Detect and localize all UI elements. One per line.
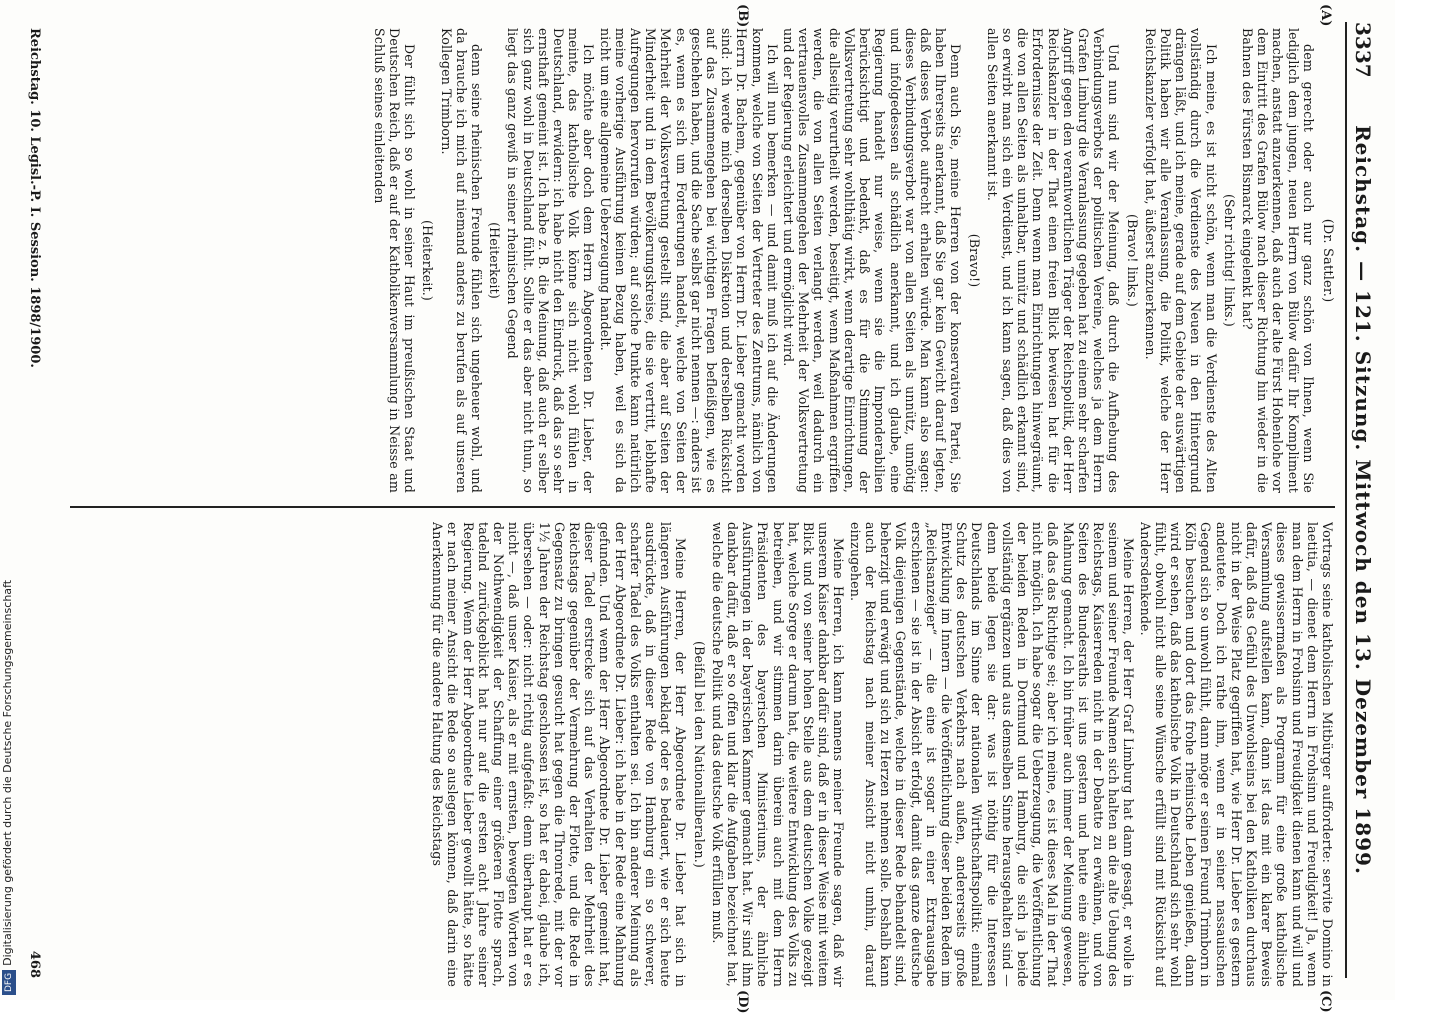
footer-volume: Reichstag. 10. Legisl.-P. I. Session. 1898/1900. <box>27 28 42 368</box>
page-header <box>1345 22 1377 978</box>
interjection: (Sehr richtig! links.) <box>1221 193 1237 328</box>
paragraph: Vortrags seine katholischen Mitbürger aufforderte: servite Domino in laetitia, — dienet dem Herrn in Frohsinn und Freudigkeit! Ja, wenn man dem Herrn in Frohsinn und Freudigkeit dienen kann und will und dieses gewissermaßen als Programm für eine große katholische Versammlung aufstellen kann, dann ist das mit ein klarer Beweis dafür, daß das Gefühl des Unwohlseins bei den Katholiken durchaus nicht in der Weise Platz gegriffen hat, wie Herr Dr. Lieber es gestern andeutete. Doch ich rathe ihm, wenn er in seiner nassauischen Gegend sich so unwohl fühlt, dann möge er seinen Freund Trimborn in Köln besuchen und dort das frohe rheinische Leben genießen, dann wird er sehen, daß das katholische Volk in Deutschland sich sehr wohl fühlt, obwohl nicht alle seine Wünsche erfüllt sind mit Rücksicht auf Andersdenkende. <box>1137 522 1335 987</box>
paragraph: dem gerecht oder auch nur ganz schön von Ihnen, wenn Sie lediglich dem jungen, neuen Herrn von Bülow dafür Ihr Kompliment machen, anstatt anzuerkennen, daß auch der alte Fürst Hohenlohe vor dem Eintritt des Grafen Bülow nach dieser Richtung hin wieder in die Bahnen des Fürsten Bismarck eingelenkt hat? <box>1239 28 1316 493</box>
digitization-credit <box>0 579 16 995</box>
paragraph: Ich meine, es ist nicht schön, wenn man die Verdienste des Alten vollständig durch die Verdienste des Neuen in den Hintergrund drängen läßt, und ich meine, gerade auf dem Gebiete der auswärtigen Politik haben wir alle Veranlassung, die Politik, welche der Herr Reichskanzler verfolgt hat, äußerst anzuerkennen. <box>1142 28 1219 493</box>
left-column <box>70 28 1335 493</box>
speaker-tag: (Dr. Sattler.) <box>1320 218 1335 303</box>
paragraph: Meine Herren, der Herr Abgeordnete Dr. Lieber hat sich in längeren Ausführungen beklagt oder es bedauert, wie er sich heute ausdrückte, daß in dieser Rede von Hamburg ein so schwerer, scharfer Tadel des Volks enthalten sei. Ich bin anderer Meinung als der Herr Abgeordnete Dr. Lieber: ich habe in der Rede eine Mahnung gefunden. Und wenn der Herr Abgeordnete Dr. Lieber gemeint hat, dieser Tadel erstrecke sich auf das Verhalten der Mehrheit des Reichstags gegenüber der Vermehrung der Flotte, und die Rede in Gegensatz zu bringen gesucht hat gegen die Thronrede, mit der vor 1½ Jahren der Reichstag geschlossen ist, so hat er dabei, glaube ich, übersehen — oder: nicht richtig aufgefaßt: denn überhaupt hat er es nicht —, daß unser Kaiser, als er mit ernsten, bewegten Worten von der Nothwendigkeit der Schaffung einer größeren Flotte sprach, tadelnd zurückgeblickt hat nur auf die ersten acht Jahre seiner Regierung. Wenn der Herr Abgeordnete Lieber gewollt hätte, so hätte er nach meiner Ansicht die Rede so auslegen können, daß darin eine Anerkennung für die andere Haltung des Reichstags <box>430 522 689 987</box>
paragraph: Denn auch Sie, meine Herren von der konservativen Partei, Sie haben Ihrerseits anerkannt, daß Sie gar kein Gewicht darauf legten, daß dieses Verbot aufrecht erhalten würde. Man kann also sagen: dieses Verbindungsverbot war von allen Seiten als unnütz, unnötig und infolgedessen als schädlich anerkannt, und ich glaube, eine Regierung handelt nur weise, wenn sie die Imponderabilien berücksichtigt und bedenkt, daß es für die Stimmung der Volksvertretung sehr wohlthätig wirkt, wenn derartige Einrichtungen, die allseitig verurtheilt werden, beseitigt, wenn Maßnahmen ergriffen werden, die von allen Seiten verlangt werden, weil dadurch ein vertrauensvolles Zusammengehen der Mehrheit der Volksvertretung und der Regierung erleichtert und ermöglicht wird. <box>781 28 964 493</box>
right-column <box>70 522 1335 987</box>
credit-text: Digitalisierung gefördert durch die Deutsche Forschungsgemeinschaft <box>1 579 14 966</box>
column-divider <box>70 506 1335 508</box>
interjection: (Heiterkeit) <box>487 222 503 299</box>
margin-mark-d: (D) <box>735 990 750 1014</box>
margin-mark-a: (A) <box>1318 4 1333 27</box>
paragraph: denn seine rheinischen Freunde fühlen sich ungeheuer wohl, und da brauche ich mich auf niemand anders zu berufen als auf unseren Kollegen Trimborn. <box>438 28 485 493</box>
session-title: Reichstag. — 121. Sitzung. Mittwoch den 13. Dezember 1899. <box>1351 125 1375 875</box>
page-footer <box>20 28 42 978</box>
interjection: (Beifall bei den Nationalliberalen.) <box>691 641 707 868</box>
paragraph: Meine Herren, ich kann namens meiner Freunde sagen, daß wir unserem Kaiser dankbar dafür sind, daß er in dieser Weise mit weitem Blick und von seiner hohen Stelle aus dem deutschen Volke gezeigt hat, welche Sorge er darum hat, die weitere Entwicklung des Volks zu betreiben, und wir stimmen darin überein auch mit dem Herrn Präsidenten des bayerischen Ministeriums, der ähnliche Ausführungen in der bayerischen Kammer gemacht hat. Wir sind ihm dankbar dafür, daß er so offen und klar die Aufgaben bezeichnet hat, welche die deutsche Politik und das deutsche Volk erfüllen muß. <box>709 522 847 987</box>
paragraph: Und nun sind wir der Meinung, daß durch die Aufhebung des Verbindungsverbots der politischen Vereine, welches ja dem Herrn Grafen Limburg die Veranlassung gegeben hat zu einem sehr scharfen Angriff gegen den verantwortlichen Träger der Reichspolitik, der Herr Reichskanzler in der That einen freien Blick bewiesen hat für die Erfordernisse der Zeit. Denn wenn man Einrichtungen hinwegräumt, die von allen Seiten als unhaltbar, unnütz und schädlich erkannt sind, so erwirbt man sich ein Verdienst, und ich kann sagen, daß dies von allen Seiten anerkannt ist. <box>984 28 1122 493</box>
margin-mark-c: (C) <box>1318 990 1333 1013</box>
interjection: (Bravo! links.) <box>1124 214 1140 307</box>
footer-page-number: 468 <box>27 950 42 978</box>
interjection: (Bravo!) <box>966 233 982 288</box>
paragraph: Ich will nun bemerken — und damit muß ich auf die Änderungen kommen, welche von Seiten der Vertreter des Zentrums, nämlich von Herrn Dr. Bachem, gegenüber von Herrn Dr. Lieber gemacht worden sind: ich werde mich derselben Diskretion und derselben Rücksicht auf das Zusammengehen bei wichtigen Fragen befleißigen, wie es geschehen haben, und die Sache selbst gar nicht nennen —: anders ist es, wenn es sich um Forderungen handelt, welche von Seiten der Mehrheit der Volksvertretung gestellt sind, die aber auf Seiten der Minderheit und in dem Bevölkerungskreise, die sie vertritt, lebhafte Aufregungen hervorrufen würden; auf solche Punkte kann natürlich meine vorherige Ausführung keinen Bezug haben, weil es sich da nicht um eine allgemeine Ueberzeugung handelt. <box>597 28 780 493</box>
paragraph: Meine Herren, der Herr Graf Limburg hat dann gesagt, er wolle in seinem und seiner Freunde Namen sich halten an die alte Uebung des Reichstags, Kaiserreden nicht in der Debatte zu erwähnen, und von Seiten des Bundesraths ist uns gestern und heute eine ähnliche Mahnung gemacht. Ich bin früher auch immer der Meinung gewesen, daß das das Richtige sei; aber ich meine, es ist dieses Mal in der That nicht möglich. Ich habe sogar die Ueberzeugung, die Veröffentlichung der beiden Reden in Dortmund und Hamburg, die sich ja beide vollständig ergänzen und aus demselben Sinne herausgehalten sind — denn beide legen sie dar: was ist nöthig für die Interessen Deutschlands im Sinne der nationalen Wirthschaftspolitik: einmal Schutz des deutschen Verkehrs nach außen, andererseits große Entwicklung im Innern — die Veröffentlichung dieser beiden Reden im „Reichsanzeiger“ — die eine ist sogar in einer Extraausgabe erschienen — sie ist in der Absicht erfolgt, damit das ganze deutsche Volk diejenigen Gegenstände, welche in dieser Rede behandelt sind, beherzigt und erwägt und sich zu Herzen nehmen solle. Deshalb kann auch der Reichstag nach meiner Ansicht nicht umhin, darauf einzugehen. <box>847 522 1137 987</box>
interjection: (Heiterkeit.) <box>420 220 436 301</box>
page-number: 3337 <box>1351 22 1375 78</box>
dfg-logo: DFG <box>2 970 16 995</box>
paragraph: Ich möchte aber doch dem Herrn Abgeordneten Dr. Lieber, der meinte, das katholische Volk könne sich nicht wohl fühlen in Deutschland, erwidern: ich habe nicht den Eindruck, daß das so sehr ernsthaft gemeint ist. Ich habe z. B. die Meinung, daß auch er selber sich ganz wohl in Deutschland fühlt. Sollte er das aber nicht thun, so liegt das ganz gewiß in seiner rheinischen Gegend <box>505 28 597 493</box>
paragraph: Der fühlt sich so wohl in seiner Haut im preußischen Staat und Deutschen Reich, daß er auf der Katholikenversammlung in Neisse am Schluß seines einleitenden <box>371 28 418 493</box>
margin-mark-b: (B) <box>735 4 750 28</box>
